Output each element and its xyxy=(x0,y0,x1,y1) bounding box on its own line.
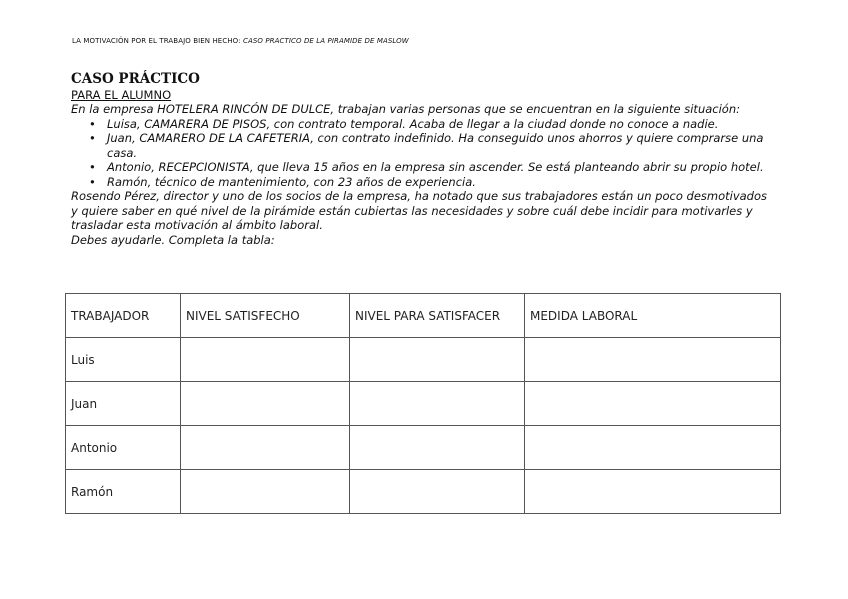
worker-name-cell: Juan xyxy=(66,382,181,426)
worker-name-cell: Luis xyxy=(66,338,181,382)
bullet-marker: • xyxy=(89,160,96,174)
table-row xyxy=(66,470,781,514)
table-row xyxy=(66,382,781,426)
column-header-satisfied-level: NIVEL SATISFECHO xyxy=(181,294,350,338)
column-header-level-to-satisfy: NIVEL PARA SATISFACER xyxy=(350,294,525,338)
worker-text: Ramón, técnico de mantenimiento, con 23 años de experiencia. xyxy=(107,174,476,189)
intro-paragraph: En la empresa HOTELERA RINCÓN DE DULCE, trabajan varias personas que se encuentran en la siguiente situación: xyxy=(71,102,740,116)
table-row xyxy=(66,338,781,382)
work-measure-cell[interactable] xyxy=(525,470,781,514)
worker-text: Juan, CAMARERO DE LA CAFETERIA, con contrato indefinido. Ha conseguido unos ahorros y quiere comprarse una casa. xyxy=(107,131,764,160)
worker-text: Antonio, RECEPCIONISTA, que lleva 15 años en la empresa sin ascender. Se está planteando abrir su propio hotel. xyxy=(107,160,764,174)
list-item xyxy=(71,160,771,175)
list-item xyxy=(71,175,771,190)
list-item xyxy=(71,131,771,160)
page-subtitle: PARA EL ALUMNO xyxy=(71,88,172,102)
bullet-marker: • xyxy=(89,131,96,145)
work-measure-cell[interactable] xyxy=(525,338,781,382)
level-to-satisfy-cell[interactable] xyxy=(350,382,525,426)
page-title: CASO PRÁCTICO xyxy=(71,71,200,87)
running-header xyxy=(72,37,409,45)
table-header-row xyxy=(66,294,781,338)
list-item xyxy=(71,117,771,132)
header-case-title: CASO PRACTICO DE LA PIRAMIDE DE MASLOW xyxy=(242,37,409,45)
level-to-satisfy-cell[interactable] xyxy=(350,426,525,470)
satisfied-level-cell[interactable] xyxy=(181,470,350,514)
bullet-marker: • xyxy=(89,116,96,131)
closing-paragraph: Rosendo Pérez, director y uno de los socios de la empresa, ha notado que sus trabajadores están un poco desmotivados y quiere saber en qué nivel de la pirámide están cubiertas las necesidades y sobre cuál debe incidir para motivarles y trasladar esta motivación al ámbito laboral. xyxy=(71,189,768,232)
satisfied-level-cell[interactable] xyxy=(181,426,350,470)
worker-name-cell: Antonio xyxy=(66,426,181,470)
header-topic: LA MOTIVACIÓN POR EL TRABAJO BIEN HECHO: xyxy=(72,37,243,45)
level-to-satisfy-cell[interactable] xyxy=(350,470,525,514)
worker-table xyxy=(65,293,781,514)
instruction-text: Debes ayudarle. Completa la tabla: xyxy=(71,232,275,247)
satisfied-level-cell[interactable] xyxy=(181,338,350,382)
worker-list xyxy=(71,117,771,190)
table-row xyxy=(66,426,781,470)
worker-text: Luisa, CAMARERA DE PISOS, con contrato temporal. Acaba de llegar a la ciudad donde no conoce a nadie. xyxy=(107,116,719,131)
satisfied-level-cell[interactable] xyxy=(181,382,350,426)
document-body xyxy=(71,71,771,247)
bullet-marker: • xyxy=(89,174,96,189)
worker-name-cell: Ramón xyxy=(66,470,181,514)
level-to-satisfy-cell[interactable] xyxy=(350,338,525,382)
column-header-work-measure: MEDIDA LABORAL xyxy=(525,294,781,338)
column-header-worker: TRABAJADOR xyxy=(66,294,181,338)
work-measure-cell[interactable] xyxy=(525,426,781,470)
work-measure-cell[interactable] xyxy=(525,382,781,426)
